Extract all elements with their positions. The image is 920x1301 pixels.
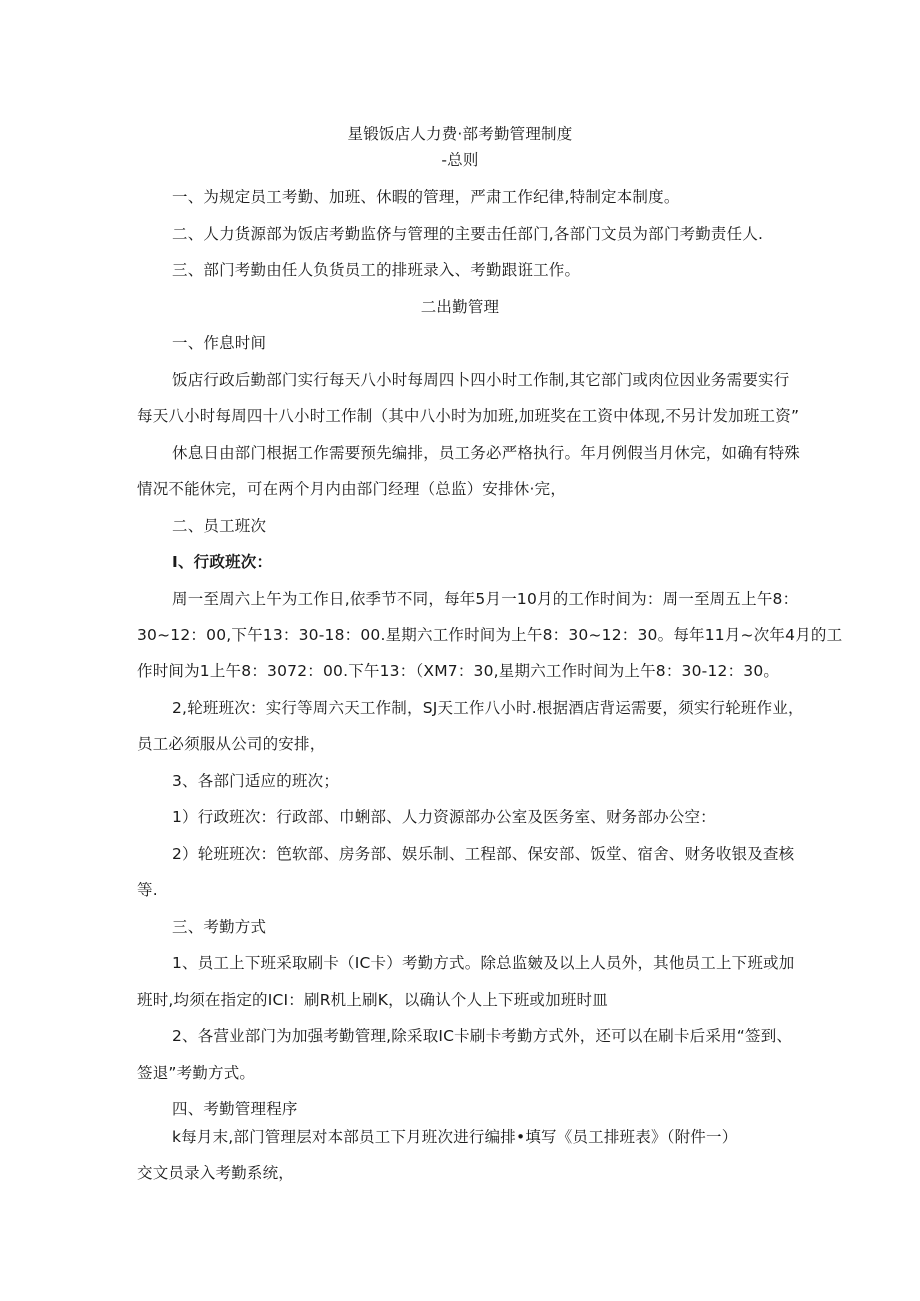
subheading-shifts: 二、员工班次 [172, 517, 267, 535]
general-clause-2: 二、人力货源部为饭店考勤监侪与管理的主要击任部门,各部门文员为部门考勤责任人. [172, 225, 764, 243]
subheading-work-time: 一、作息时间 [172, 334, 267, 352]
subheading-dept-shifts: 3、各部门适应的班次； [172, 772, 340, 790]
paragraph-line: 2）轮班班次：笆软部、房务部、娱乐制、工程部、保安部、饭堂、宿舍、财务收银及查核 [172, 845, 795, 863]
general-clause-3: 三、部门考勤由任人负货员工的排班录入、考勤跟诳工作。 [172, 261, 581, 279]
paragraph-line: 2、各营业部门为加强考勤管理,除采取IC卡刷卡考勤方式外，还可以在刷卡后采用“签到、 [172, 1027, 793, 1045]
paragraph-line: 1）行政班次：行政部、巾蜊部、人力资源部办公室及医务室、财务部办公空： [172, 808, 716, 826]
paragraph-line: 周一至周六上午为工作日,依季节不同，每年5月一10月的工作时间为：周一至周五上午8： [172, 590, 799, 608]
paragraph-line: 等. [137, 881, 158, 899]
paragraph-line: 作时间为1上午8：3072：00.下午13：（XM7：30,星期六工作时间为上午8：30-12：30。 [137, 662, 780, 680]
section-heading-attendance: 二出勤管理 [420, 298, 500, 316]
subheading-procedure: 四、考勤管理程序 [172, 1100, 298, 1118]
general-clause-1: 一、为规定员工考勤、加班、休暇的管理，严肃工作纪律,特制定本制度。 [172, 188, 680, 206]
paragraph-line: 2,轮班班次：实行等周六天工作制，SJ天工作八小时.根据酒店背运需要，须实行轮班作业， [172, 699, 804, 717]
subheading-admin-shift: I、行政班次： [172, 553, 273, 571]
paragraph-line: 签退”考勤方式。 [137, 1064, 256, 1082]
paragraph-line: 休息日由部门根据工作需要预先编排，员工务必严格执行。年月例假当月休完，如确有特殊 [172, 444, 801, 462]
paragraph-line: 饭店行政后勤部门实行每天八小时每周四卜四小时工作制,其它部门或肉位因业务需要实行 [172, 371, 790, 389]
paragraph-line: k每月末,部门管理层对本部员工下月班次进行编排•填写《员工排班表》（附件一） [172, 1128, 738, 1146]
paragraph-line: 每天八小时每周四十八小时工作制（其中八小时为加班,加班奖在工资中体现,不另计发加班工资” [137, 407, 800, 425]
paragraph-line: 交文员录入考勤系统， [137, 1164, 295, 1182]
subheading-attendance-method: 三、考勤方式 [172, 918, 267, 936]
paragraph-line: 30~12：00,下午13：30-18：00.星期六工作时间为上午8：30~12：30。每年11月~次年4月的工 [137, 626, 843, 644]
paragraph-line: 班时,均须在指定的ICI：刷R机上刷K，以确认个人上下班或加班时皿 [137, 991, 608, 1009]
section-heading-general: -总则 [441, 151, 479, 169]
document-title: 星锻饭店人力费·部考勤管理制度 [347, 125, 573, 143]
paragraph-line: 员工必须服从公司的安排， [137, 735, 326, 753]
paragraph-line: 情况不能休完，可在两个月内由部门经理（总监）安排休·完， [137, 480, 567, 498]
paragraph-line: 1、员工上下班采取刷卡（IC卡）考勤方式。除总监皴及以上人员外，其他员工上下班或加 [172, 954, 795, 972]
